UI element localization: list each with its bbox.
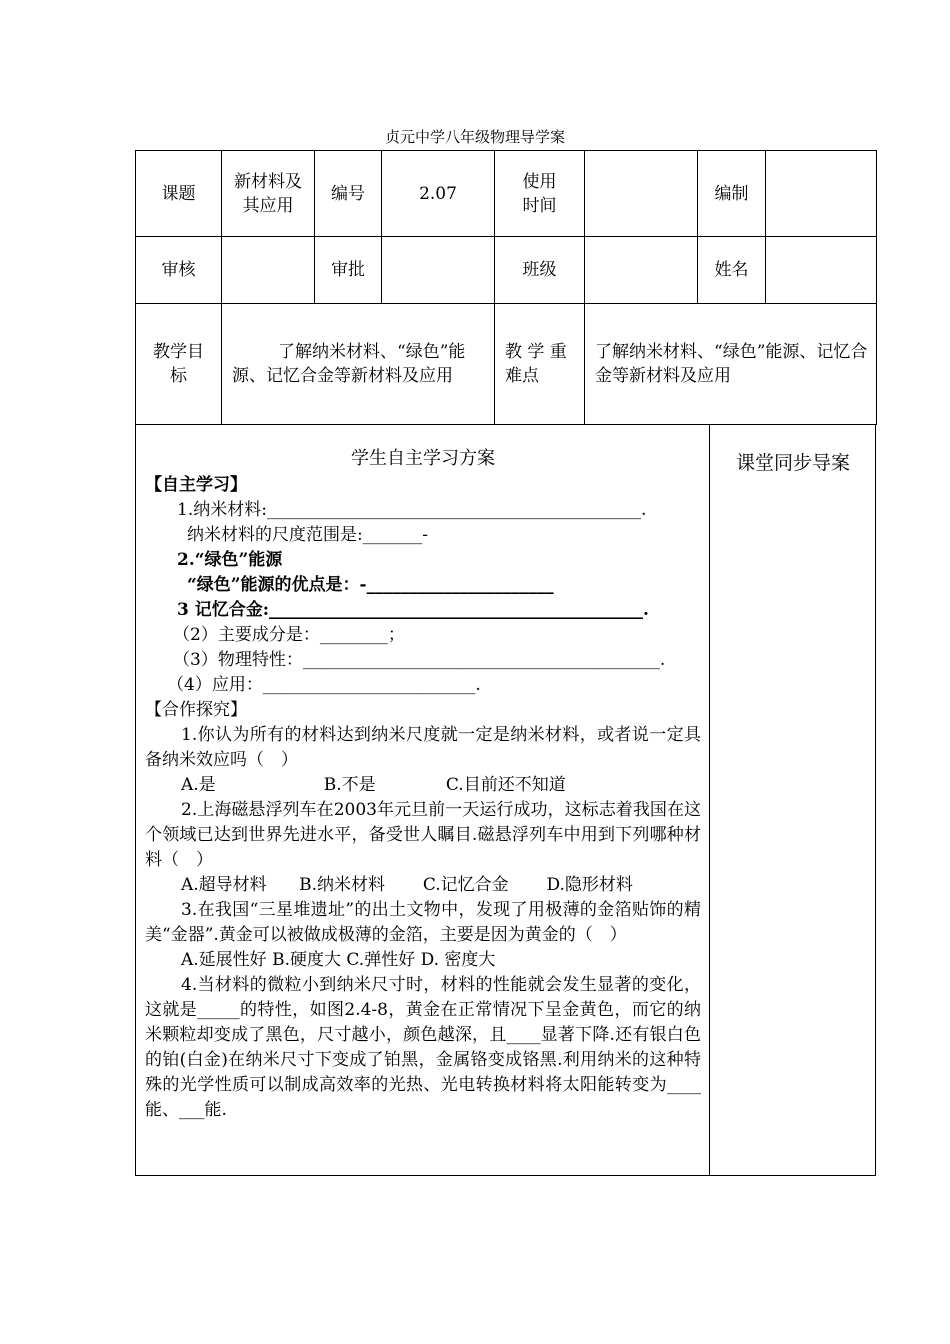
name-label: 姓名	[698, 237, 766, 304]
green-energy-advantage-line: “绿色”能源的优点是：-______________________	[187, 575, 554, 595]
study-section	[135, 424, 876, 1176]
use-time-value	[585, 151, 698, 237]
physical-property-line: （3）物理特性：__________________________________________.	[173, 650, 666, 670]
memory-alloy-line: 3 记忆合金:____________________________________________.	[177, 600, 649, 620]
question-3-options: A.延展性好 B.硬度大 C.弹性好 D. 密度大	[181, 950, 496, 970]
cooperation-heading: 【合作探究】	[145, 700, 247, 720]
editor-value	[766, 151, 877, 237]
key-points-value: 了解纳米材料、“绿色”能源、记忆合金等新材料及应用	[585, 304, 877, 425]
question-2: 2.上海磁悬浮列车在2003年元旦前一天运行成功，这标志着我国在这个领域已达到世界先进水平，备受世人瞩目.磁悬浮列车中用到下列哪种材料（ ）	[145, 800, 701, 870]
self-study-heading: 【自主学习】	[145, 475, 247, 495]
approve-label: 审批	[315, 237, 382, 304]
name-value	[766, 237, 877, 304]
green-energy-line: 2.“绿色”能源	[177, 550, 283, 570]
number-value: 2.07	[382, 151, 495, 237]
question-1-options: A.是 B.不是 C.目前还不知道	[181, 775, 566, 795]
review-label: 审核	[136, 237, 222, 304]
nano-material-line: 1.纳米材料:____________________________________________.	[177, 500, 647, 520]
class-value	[585, 237, 698, 304]
study-plan-title: 学生自主学习方案	[351, 448, 495, 469]
application-line: （4）应用：_________________________.	[167, 675, 481, 695]
topic-label: 课题	[136, 151, 222, 237]
header-table	[135, 150, 877, 425]
use-time-label: 使用时间	[495, 151, 585, 237]
review-value	[222, 237, 315, 304]
nano-scale-line: 纳米材料的尺度范围是:_______-	[187, 525, 428, 545]
editor-label: 编制	[698, 151, 766, 237]
column-divider	[709, 424, 710, 1175]
header-row-3	[136, 304, 877, 425]
main-composition-line: （2）主要成分是：________；	[173, 625, 405, 645]
topic-value: 新材料及其应用	[222, 151, 315, 237]
approve-value	[382, 237, 495, 304]
number-label: 编号	[315, 151, 382, 237]
class-guide-title: 课堂同步导案	[735, 452, 850, 474]
question-1: 1.你认为所有的材料达到纳米尺度就一定是纳米材料，或者说一定具备纳米效应吗（ ）	[145, 725, 701, 770]
header-row-2	[136, 237, 877, 304]
question-3: 3.在我国“三星堆遗址”的出土文物中，发现了用极薄的金箔贴饰的精美“金器”.黄金可以被做成极薄的金箔，主要是因为黄金的（ ）	[145, 900, 701, 945]
class-label: 班级	[495, 237, 585, 304]
question-2-options: A.超导材料 B.纳米材料 C.记忆合金 D.隐形材料	[181, 875, 633, 895]
student-study-plan	[145, 446, 701, 1123]
key-points-label: 教 学 重难点	[495, 304, 585, 425]
question-4: 4.当材料的微粒小到纳米尺寸时，材料的性能就会发生显著的变化，这就是_____的特性，如图2.4-8，黄金在正常情况下呈金黄色，而它的纳米颗粒却变成了黑色，尺寸越小，颜色越深，且____显著下降.还有银白色的铂(白金)在纳米尺寸下变成了铂黑，金属铬变成铬黑.利用纳米的这种特殊的光学性质可以制成高效率的光热、光电转换材料将太阳能转变为____能、___能.	[145, 975, 701, 1120]
page-title: 贞元中学八年级物理导学案	[384, 128, 565, 146]
header-row-1	[136, 151, 877, 237]
goal-label: 教学目标	[136, 304, 222, 425]
goal-value: 了解纳米材料、“绿色”能源、记忆合金等新材料及应用	[222, 304, 495, 425]
